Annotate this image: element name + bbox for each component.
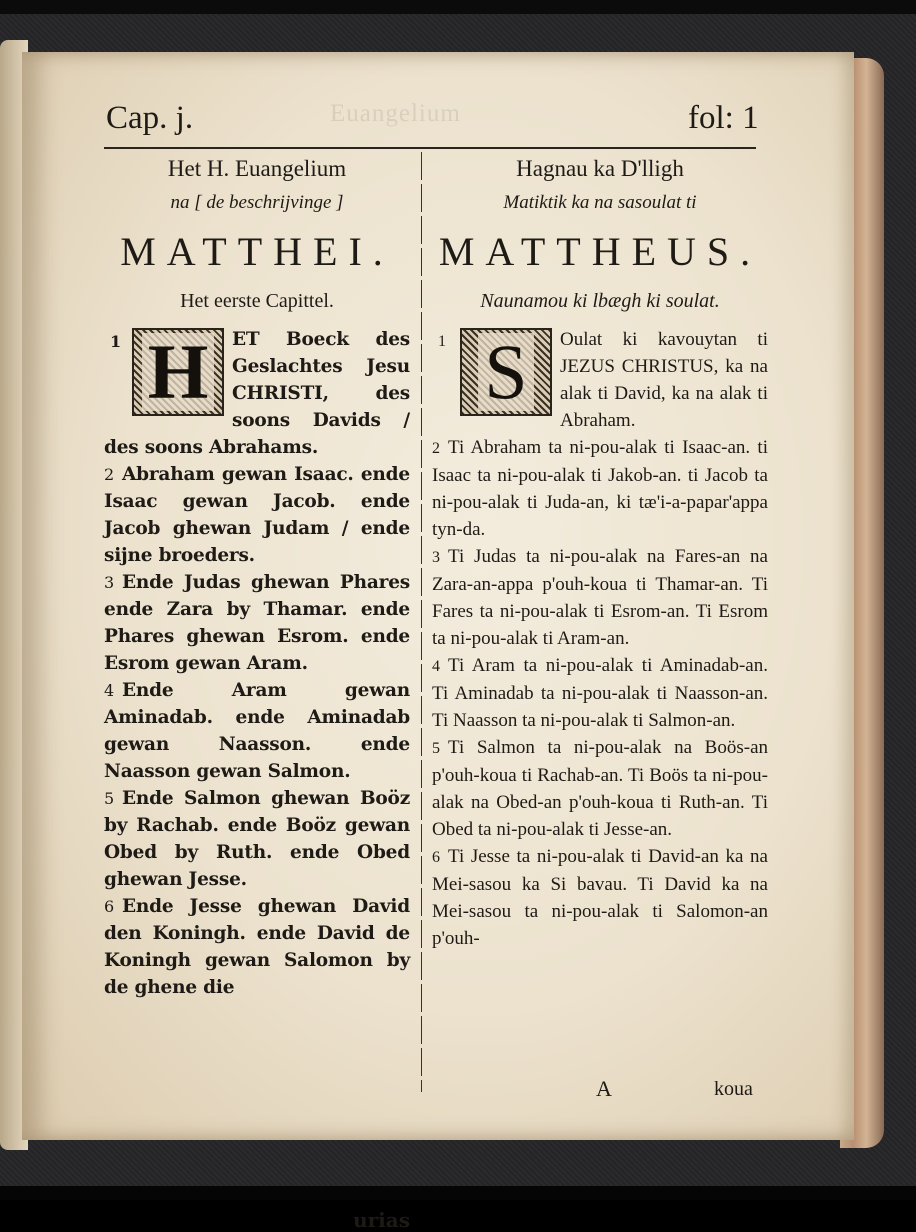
initial-letter: H <box>142 333 214 411</box>
bleed-through-text: Euangelium <box>330 100 461 127</box>
verse-number: 4 <box>104 681 114 700</box>
verse <box>104 785 410 893</box>
verse <box>432 734 768 843</box>
catchword: koua <box>714 1078 753 1100</box>
formosan-column <box>432 152 768 952</box>
chapter-heading: Het eerste Capittel. <box>180 290 334 312</box>
verse <box>432 543 768 652</box>
running-head-folio: fol: 1 <box>688 100 759 136</box>
verse-text: Oulat ki kavouytan ti JEZUS CHRISTUS, ka na alak ti David, ka na alak ti Abraham. <box>560 329 768 431</box>
initial-letter: S <box>478 333 533 411</box>
verse <box>104 893 410 1001</box>
verse <box>104 461 410 569</box>
verse <box>432 434 768 543</box>
verse-text: Ti Salmon ta ni-pou-alak na Boös-an p'ouh-koua ti Rachab-an. Ti Boös ta ni-pou-alak na Obed-an p'ouh-koua ti Ruth-an. Ti Obed ta ni-pou-alak ti Jesse-an. <box>432 737 768 840</box>
verse <box>104 326 410 461</box>
ornamental-initial <box>460 328 552 416</box>
column-subtitle: na [ de beschrijvinge ] <box>170 192 344 213</box>
catchword: urias <box>353 1208 410 1232</box>
verse <box>432 326 768 434</box>
verse-text: Ti Aram ta ni-pou-alak ti Aminadab-an. Ti Aminadab ta ni-pou-alak ti Naasson-an. Ti Naasson ta ni-pou-alak ti Salmon-an. <box>432 655 768 731</box>
verse-text: Ende Aram gewan Aminadab. ende Aminadab gewan Naasson. ende Naasson gewan Salmon. <box>104 680 410 782</box>
book-name: MATTHEI. <box>120 229 394 274</box>
verse-text: Ti Judas ta ni-pou-alak na Fares-an na Zara-an-appa p'ouh-koua ti Thamar-an. Ti Fares ta ni-pou-alak ti Esrom-an. Ti Esrom ta ni-pou-alak ti Aram-an. <box>432 546 768 649</box>
column-title: Hagnau ka D'lligh <box>516 156 684 181</box>
verse-number: 2 <box>432 440 440 457</box>
verse-number: 6 <box>432 849 440 866</box>
verse-number: 5 <box>432 740 440 757</box>
verse-list <box>104 326 410 1001</box>
verse-list <box>432 326 768 952</box>
top-border <box>0 0 916 14</box>
book-name: MATTHEUS. <box>438 229 762 274</box>
verse <box>432 843 768 952</box>
chapter-heading: Naunamou ki lbægh ki soulat. <box>480 290 720 312</box>
column-title: Het H. Euangelium <box>167 156 347 181</box>
verse <box>432 652 768 734</box>
verse <box>104 677 410 785</box>
verse-text: Ti Abraham ta ni-pou-alak ti Isaac-an. ti Isaac ta ni-pou-alak ti Jakob-an. ti Jacob ta ni-pou-alak ti Juda-an, ki tæ'i-a-papar'appa tyn-da. <box>432 437 768 540</box>
bottom-border <box>0 1186 916 1200</box>
verse-number: 2 <box>104 465 114 484</box>
verse-number: 1 <box>438 333 446 350</box>
verse-number: 6 <box>104 897 114 916</box>
verse-number: 3 <box>432 549 440 566</box>
dutch-column <box>104 152 410 1232</box>
verse-number: 3 <box>104 573 114 592</box>
verse-text: Ende Judas ghewan Phares ende Zara by Thamar. ende Phares ghewan Esrom. ende Esrom gewan Aram. <box>104 572 410 674</box>
verse-text: ET Boeck des Geslachtes Jesu CHRISTI, des soons Davids / des soons Abrahams. <box>104 329 410 458</box>
verse-text: Abraham gewan Isaac. ende Isaac gewan Jacob. ende Jacob ghewan Judam / ende sijne broeders. <box>104 464 410 566</box>
column-subtitle: Matiktik ka na sasoulat ti <box>503 192 697 213</box>
header-rule <box>104 147 756 149</box>
running-head-chapter: Cap. j. <box>106 100 194 136</box>
signature-mark: A <box>596 1076 612 1101</box>
verse-text: Ti Jesse ta ni-pou-alak ti David-an ka na Mei-sasou ka Si bavau. Ti David ka na Mei-sasou ta ni-pou-alak ti Salomon-an p'ouh- <box>432 846 768 949</box>
column-divider <box>421 152 422 1092</box>
verse-text: Ende Salmon ghewan Boöz by Rachab. ende Boöz gewan Obed by Ruth. ende Obed ghewan Jesse. <box>104 788 410 890</box>
verse-text: Ende Jesse ghewan David den Koningh. ende David de Koningh gewan Salomon by de ghene die <box>104 896 410 998</box>
verse-number: 5 <box>104 789 114 808</box>
verse-number: 4 <box>432 658 440 675</box>
verse-number: 1 <box>110 332 121 351</box>
ornamental-initial <box>132 328 224 416</box>
verse <box>104 569 410 677</box>
